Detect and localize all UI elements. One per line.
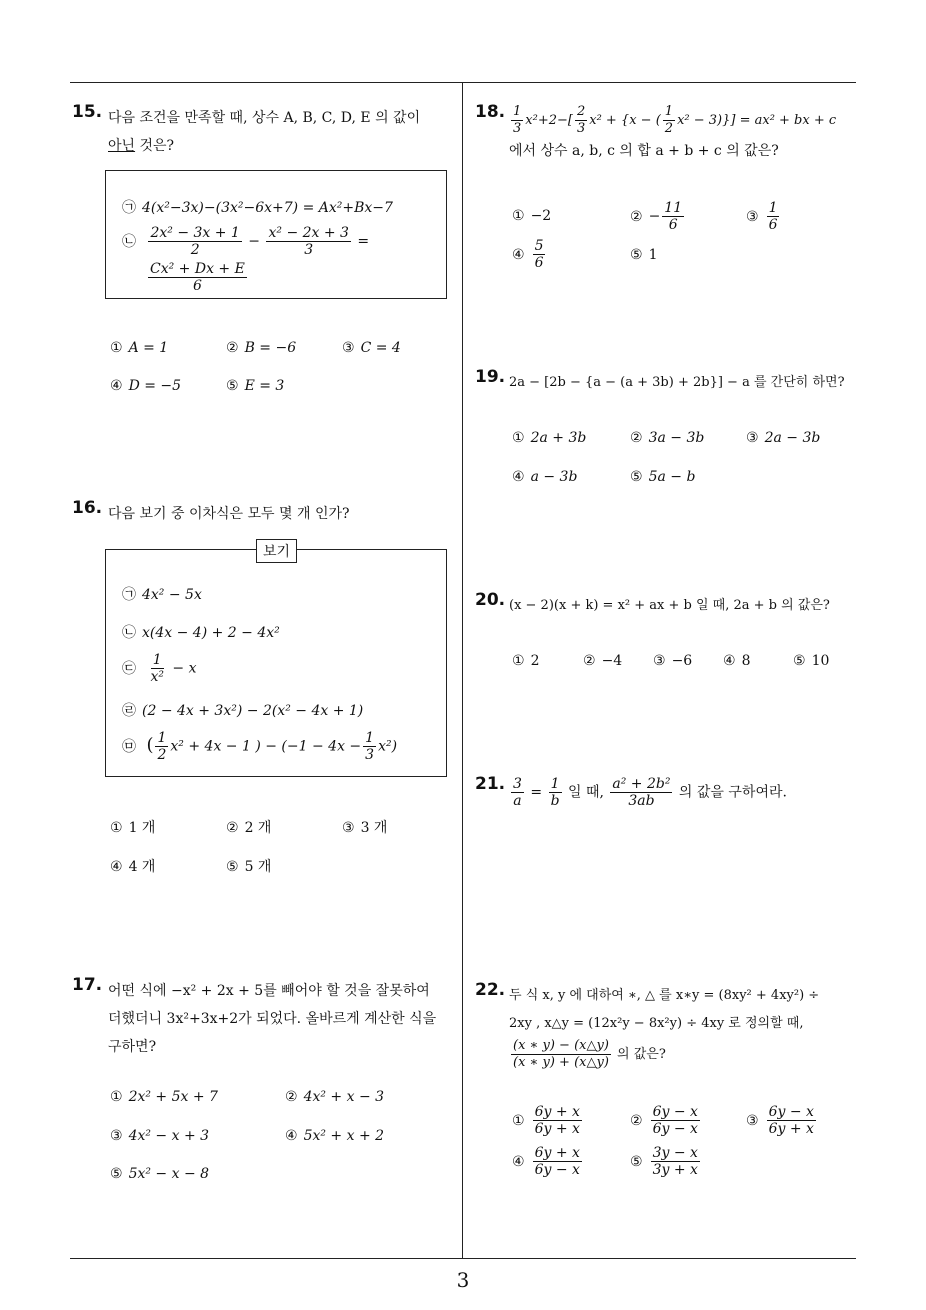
choice-text: 5x² + x + 2 <box>303 1128 385 1144</box>
expr: x(4x − 4) + 2 − 4x² <box>142 625 280 641</box>
choice-text: D = −5 <box>128 378 182 394</box>
box-label: 보기 <box>256 539 297 563</box>
item-5 <box>122 730 397 763</box>
mark: ② <box>583 653 596 669</box>
mark: ④ <box>512 246 525 263</box>
mark: ② <box>285 1089 298 1105</box>
text-line-2: 2xy , x△y = (12x²y − 8x²y) ÷ 4xy 로 정의할 때, <box>509 1016 804 1031</box>
problem-text: (x − 2)(x + k) = x² + ax + b 일 때, 2a + b 의 값은? <box>509 598 830 613</box>
mark: ② <box>226 340 239 356</box>
choice-5[interactable] <box>793 653 829 669</box>
fraction <box>575 104 587 137</box>
problem-number: 19. <box>475 367 506 387</box>
mark: ③ <box>342 340 355 356</box>
choice-text: 2 개 <box>244 820 272 836</box>
mark: ② <box>630 430 643 446</box>
mark: ㉠ <box>122 200 136 216</box>
fraction <box>533 238 546 271</box>
choice-5[interactable] <box>226 378 284 394</box>
fraction <box>363 730 376 763</box>
page-number: 3 <box>456 1268 470 1292</box>
expr: x²) <box>378 738 398 755</box>
choice-text: B = −6 <box>244 340 297 356</box>
mark: ① <box>110 820 123 836</box>
numerator: 6y − x <box>652 1104 698 1120</box>
expr: ) − (−1 − 4x − <box>255 738 362 755</box>
problem-15 <box>72 104 457 160</box>
fraction <box>767 200 780 233</box>
mark: ② <box>630 208 643 225</box>
denominator: 3 <box>365 747 375 763</box>
choice-2[interactable] <box>226 817 271 837</box>
text-line-1: 두 식 x, y 에 대하여 ∗, △ 를 x∗y = (8xy² + 4xy²) ÷ <box>509 988 820 1003</box>
mark: ③ <box>746 208 759 225</box>
paren: ( <box>146 734 154 756</box>
choice-1[interactable] <box>512 430 586 446</box>
expr: (2 − 4x + 3x²) − 2(x² − 4x + 1) <box>142 703 364 719</box>
problem-text <box>509 982 867 1071</box>
choice-4[interactable] <box>110 378 181 394</box>
numerator: 1 <box>513 104 522 119</box>
mark: ⑤ <box>793 653 806 669</box>
mark: ㉠ <box>122 587 136 603</box>
choice-text: 4 개 <box>128 859 156 875</box>
problem-text <box>108 977 462 1061</box>
equals: = <box>530 784 543 801</box>
numerator: (x ∗ y) − (x△y) <box>513 1038 609 1053</box>
mark: ㉤ <box>122 738 136 755</box>
mark: ④ <box>110 859 123 875</box>
denominator: 6 <box>534 255 544 271</box>
top-rule <box>70 82 856 83</box>
choice-1[interactable] <box>110 817 155 837</box>
choice-text: 4x² − x + 3 <box>128 1128 210 1144</box>
choice-text: 2 <box>530 653 540 669</box>
numerator: 1 <box>664 104 674 119</box>
numerator: 6y − x <box>768 1104 814 1120</box>
choice-5[interactable] <box>630 469 695 485</box>
mark: ㉡ <box>122 233 136 250</box>
choice-text: C = 4 <box>360 340 401 356</box>
choice-4[interactable] <box>723 653 750 669</box>
fraction <box>148 261 247 294</box>
column-divider <box>462 83 463 1258</box>
mark: ② <box>226 820 239 836</box>
denominator: 6y + x <box>534 1121 580 1137</box>
fraction <box>663 104 675 137</box>
choice-text: E = 3 <box>244 378 285 394</box>
expr: x² + 4x − 1 <box>170 738 251 755</box>
numerator: 11 <box>664 200 683 216</box>
choice-text: −4 <box>601 653 623 669</box>
denominator: 2 <box>664 121 674 136</box>
example-box <box>105 544 447 777</box>
text-line-2: 더했더니 3x²+3x+2가 되었다. 올바르게 계산한 식을 <box>108 1011 437 1027</box>
problem-17 <box>72 977 462 1061</box>
mark: ① <box>512 1112 525 1129</box>
fraction <box>533 1145 582 1178</box>
denominator: 6 <box>192 278 202 294</box>
numerator: 1 <box>550 776 560 792</box>
expr: 4(x²−3x)−(3x²−6x+7) = Ax²+Bx−7 <box>142 200 393 216</box>
choice-1[interactable] <box>512 1104 584 1137</box>
expr: 4x² − 5x <box>142 587 202 603</box>
choice-3[interactable] <box>746 430 820 446</box>
numerator: 1 <box>768 200 778 216</box>
choice-5[interactable] <box>226 856 271 876</box>
choice-text: 4x² + x − 3 <box>303 1089 385 1105</box>
choice-text: 2a − 3b <box>764 430 821 446</box>
choice-text: 2x² + 5x + 7 <box>128 1089 218 1105</box>
expr: x²+2−[ <box>525 113 573 128</box>
text-line-1: 어떤 식에 −x² + 2x + 5를 빼어야 할 것을 잘못하여 <box>108 983 430 999</box>
denominator: 3 <box>513 121 522 136</box>
numerator: Cx² + Dx + E <box>150 261 245 277</box>
denominator: b <box>550 793 560 809</box>
expr: x² + {x − ( <box>589 113 661 128</box>
fraction <box>148 225 241 258</box>
denominator: 6y + x <box>768 1121 814 1137</box>
mark: ⑤ <box>226 378 239 394</box>
numerator: 2 <box>576 104 586 119</box>
text-line-2: 것은? <box>135 138 175 154</box>
problem-number: 15. <box>72 102 103 122</box>
text-line-3: 구하면? <box>108 1039 157 1055</box>
text-line-1: 다음 조건을 만족할 때, 상수 A, B, C, D, E 의 값이 <box>108 110 421 126</box>
bottom-rule <box>70 1258 856 1259</box>
numerator: 6y + x <box>534 1104 580 1120</box>
choice-4[interactable] <box>512 238 547 271</box>
problem-number: 21. <box>475 774 506 794</box>
denominator: 6 <box>768 217 778 233</box>
mark: ③ <box>746 1112 759 1129</box>
numerator: 2x² − 3x + 1 <box>150 225 240 241</box>
choice-5[interactable] <box>110 1166 209 1182</box>
problem-number: 20. <box>475 590 506 610</box>
item-4 <box>122 700 363 720</box>
choice-3[interactable] <box>746 200 781 233</box>
condition-2-rhs <box>146 261 249 294</box>
numerator: 6y + x <box>534 1145 580 1161</box>
choice-text: A = 1 <box>128 340 169 356</box>
mark: ⑤ <box>630 247 643 263</box>
problem-20 <box>475 592 865 620</box>
text: 의 값을 구하여라. <box>678 784 787 801</box>
underlined-word: 아닌 <box>108 138 136 154</box>
denominator: (x ∗ y) + (x△y) <box>513 1055 609 1070</box>
item-3 <box>122 652 197 685</box>
denominator: 6y − x <box>534 1162 580 1178</box>
mark: ③ <box>110 1128 123 1144</box>
mark: ① <box>512 653 525 669</box>
fraction <box>651 1145 700 1178</box>
choice-2[interactable] <box>583 653 622 669</box>
problem-number: 17. <box>72 975 103 995</box>
denominator: 3y + x <box>652 1162 698 1178</box>
choice-1[interactable] <box>512 653 539 669</box>
mark: ① <box>110 1089 123 1105</box>
text: 일 때, <box>567 784 604 801</box>
problem-text <box>509 104 865 137</box>
choice-3[interactable] <box>342 817 387 837</box>
choice-text: 1 개 <box>128 820 156 836</box>
mark: ⑤ <box>110 1166 123 1182</box>
mark: ② <box>630 1112 643 1129</box>
condition-1 <box>122 197 393 217</box>
choice-1[interactable] <box>512 208 551 224</box>
denominator: 6y − x <box>652 1121 698 1137</box>
mark: ④ <box>285 1128 298 1144</box>
mark: ㉡ <box>122 625 136 641</box>
numerator: 1 <box>157 730 167 746</box>
choice-4[interactable] <box>285 1128 384 1144</box>
denominator: 3ab <box>628 793 655 809</box>
numerator: 1 <box>365 730 375 746</box>
choice-1[interactable] <box>110 340 168 356</box>
problem-18 <box>475 104 865 165</box>
mark: ④ <box>512 1153 525 1170</box>
fraction <box>610 776 672 809</box>
mark: ㉢ <box>122 660 136 677</box>
mark: ④ <box>723 653 736 669</box>
denominator: 6 <box>668 217 678 233</box>
mark: ① <box>512 208 525 224</box>
choice-4[interactable] <box>110 856 155 876</box>
fraction <box>266 225 350 258</box>
mark: ⑤ <box>226 859 239 875</box>
choice-2[interactable] <box>226 340 296 356</box>
fraction <box>155 730 168 763</box>
choice-text: 5a − b <box>648 469 696 485</box>
choice-3[interactable] <box>746 1104 818 1137</box>
problem-text: 2a − [2b − {a − (a + 3b) + 2b}] − a 를 간단히 하면? <box>509 375 845 390</box>
problem-number: 18. <box>475 102 506 122</box>
problem-22 <box>475 982 867 1071</box>
fraction <box>148 652 166 685</box>
choice-text: −6 <box>671 653 693 669</box>
denominator: 2 <box>190 242 200 258</box>
numerator: 1 <box>152 652 162 668</box>
choice-4[interactable] <box>512 469 577 485</box>
expr: − x <box>172 660 197 677</box>
choice-2[interactable] <box>630 200 686 233</box>
mark: ㉣ <box>122 703 136 719</box>
problem-text <box>108 104 457 160</box>
problem-text <box>509 776 865 809</box>
denominator: 2 <box>157 747 167 763</box>
choice-3[interactable] <box>653 653 692 669</box>
sign: − <box>648 208 661 225</box>
numerator: 5 <box>534 238 544 254</box>
choice-text: 10 <box>811 653 830 669</box>
fraction <box>511 776 524 809</box>
denominator: 3 <box>304 242 314 258</box>
problem-text: 다음 보기 중 이차식은 모두 몇 개 인가? <box>108 506 350 522</box>
choice-2[interactable] <box>630 1104 702 1137</box>
choice-text: a − 3b <box>530 469 578 485</box>
fraction <box>767 1104 816 1137</box>
text: 의 값은? <box>617 1047 666 1062</box>
numerator: 3 <box>513 776 522 792</box>
mark: ③ <box>746 430 759 446</box>
fraction <box>549 776 562 809</box>
choice-5[interactable] <box>630 1145 702 1178</box>
fraction <box>662 200 684 233</box>
condition-2: ㉡ $\frac{\text{2x² − 3x + 1}}{2}$ − $\frac{\text{x² − 2x + 3}}{3}$ = <box>122 225 370 258</box>
choice-5[interactable] <box>630 247 657 263</box>
item-1 <box>122 584 202 604</box>
problem-21 <box>475 776 865 809</box>
choice-text: 3a − 3b <box>648 430 705 446</box>
problem-text-line-2: 에서 상수 a, b, c 의 합 a + b + c 의 값은? <box>509 143 779 159</box>
denominator: x² <box>150 669 164 685</box>
expr: x² − 3)}] = ax² + bx + c <box>677 113 837 128</box>
choice-2[interactable] <box>630 430 704 446</box>
choice-3[interactable] <box>342 340 401 356</box>
numerator: 3y − x <box>652 1145 698 1161</box>
mark: ⑤ <box>630 1153 643 1170</box>
mark: ③ <box>653 653 666 669</box>
numerator: x² − 2x + 3 <box>268 225 349 241</box>
denominator: a <box>513 793 522 809</box>
choice-text: 5x² − x − 8 <box>128 1166 210 1182</box>
fraction <box>511 1038 611 1071</box>
choice-text: 5 개 <box>244 859 272 875</box>
problem-19 <box>475 369 865 397</box>
mark: ⑤ <box>630 469 643 485</box>
choice-1[interactable] <box>110 1089 218 1105</box>
fraction <box>533 1104 582 1137</box>
mark: ③ <box>342 820 355 836</box>
choice-text: −2 <box>530 208 552 224</box>
problem-number: 16. <box>72 498 103 518</box>
mark: ④ <box>110 378 123 394</box>
fraction <box>651 1104 700 1137</box>
mark: ① <box>512 430 525 446</box>
condition-box <box>105 170 447 299</box>
denominator: 3 <box>576 121 586 136</box>
mark: ④ <box>512 469 525 485</box>
item-2 <box>122 622 280 642</box>
choice-text: 8 <box>741 653 751 669</box>
choice-3[interactable] <box>110 1128 209 1144</box>
problem-16 <box>72 500 457 528</box>
choice-text: 3 개 <box>360 820 388 836</box>
fraction <box>511 104 523 137</box>
choice-4[interactable] <box>512 1145 584 1178</box>
choice-2[interactable] <box>285 1089 384 1105</box>
problem-number: 22. <box>475 980 506 1000</box>
numerator: a² + 2b² <box>612 776 671 792</box>
mark: ① <box>110 340 123 356</box>
choice-text: 1 <box>648 247 658 263</box>
choice-text: 2a + 3b <box>530 430 587 446</box>
